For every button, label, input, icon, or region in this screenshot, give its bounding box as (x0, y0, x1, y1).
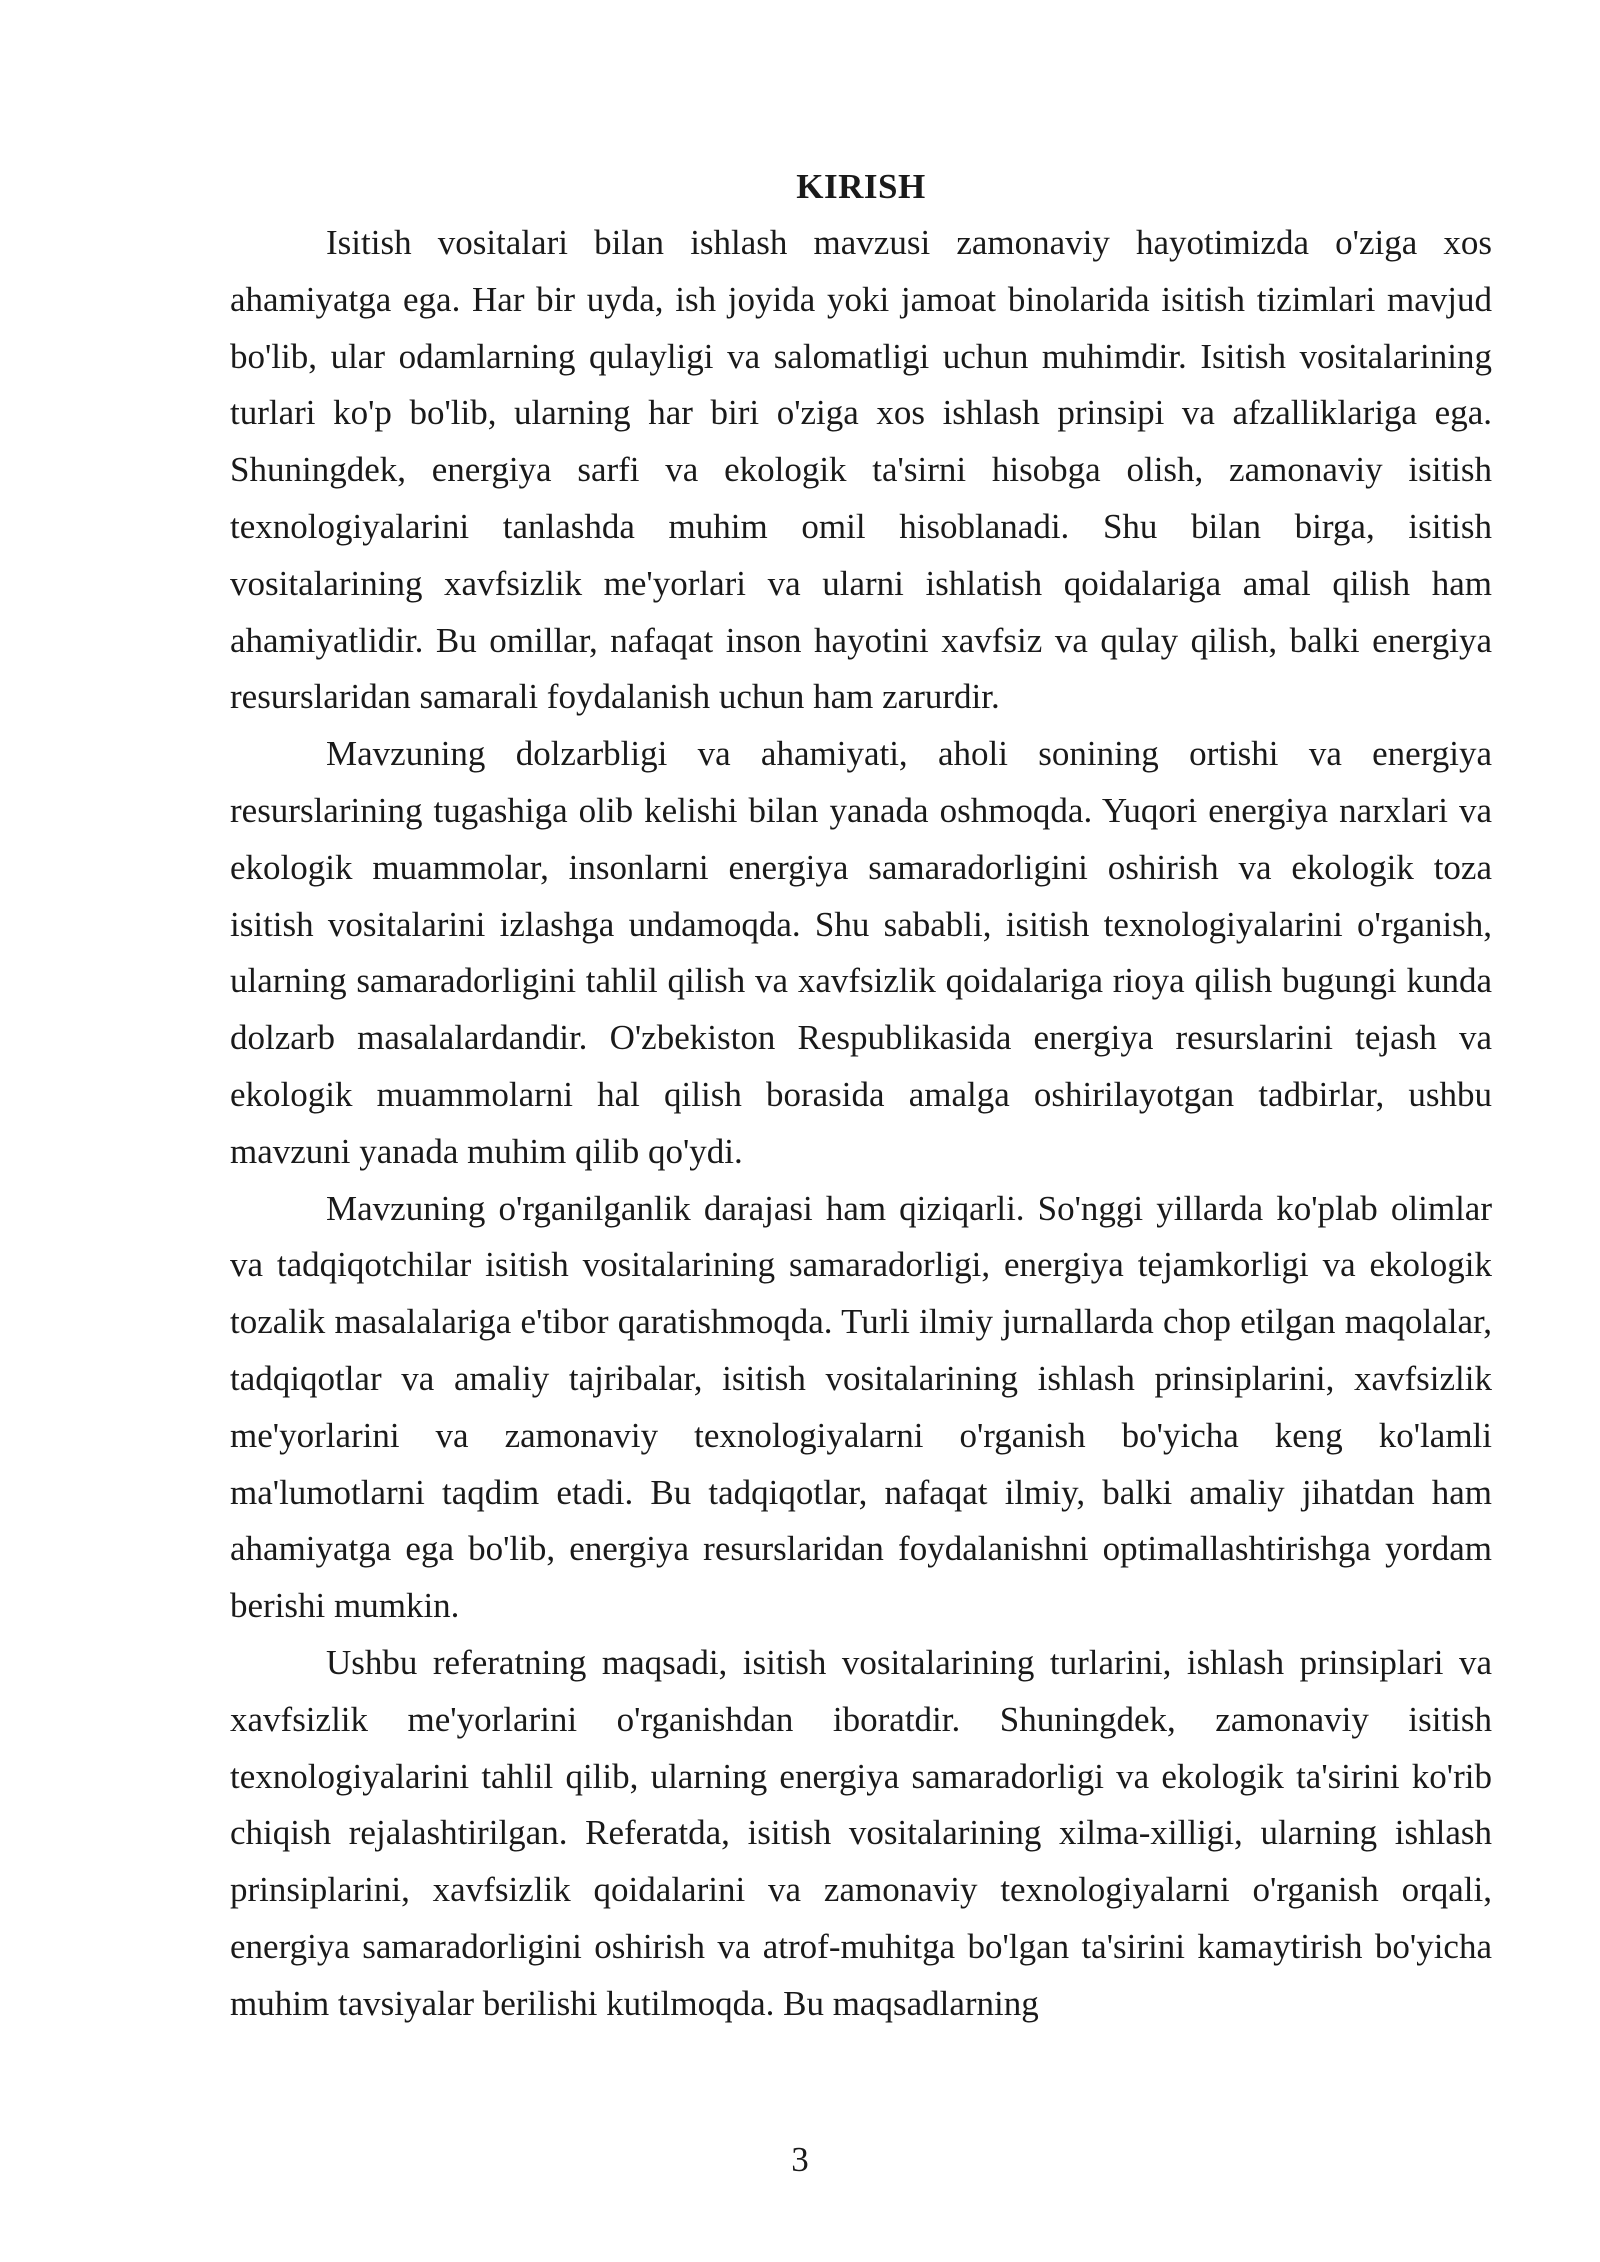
paragraph-introduction: Isitish vositalari bilan ishlash mavzusi zamonaviy hayotimizda o'ziga xos ahamiyatga ega. Har bir uyda, ish joyida yoki jamoat binolarida isitish tizimlari mavjud bo'lib, ular odamlarning qulayligi va salomatligi uchun muhimdir. Isitish vositalarining turlari ko'p bo'lib, ularning har biri o'ziga xos ishlash prinsipi va afzalliklariga ega. Shuningdek, energiya sarfi va ekologik ta'sirni hisobga olish, zamonaviy isitish texnologiyalarini tanlashda muhim omil hisoblanadi. Shu bilan birga, isitish vositalarining xavfsizlik me'yorlari va ularni ishlatish qoidalariga amal qilish ham ahamiyatlidir. Bu omillar, nafaqat inson hayotini xavfsiz va qulay qilish, balki energiya resurslaridan samarali foydalanish uchun ham zarurdir. (230, 223, 1492, 717)
paragraph-goal: Ushbu referatning maqsadi, isitish vositalarining turlarini, ishlash prinsiplari va xavfsizlik me'yorlarini o'rganishdan iboratdir. Shuningdek, zamonaviy isitish texnologiyalarini tahlil qilib, ularning energiya samaradorligi va ekologik ta'sirini ko'rib chiqish rejalashtirilgan. Referatda, isitish vositalarining xilma-xilligi, ularning ishlash prinsiplarini, xavfsizlik qoidalarini va zamonaviy texnologiyalarni o'rganish orqali, energiya samaradorligini oshirish va atrof-muhitga bo'lgan ta'sirini kamaytirish bo'yicha muhim tavsiyalar berilishi kutilmoqda. Bu maqsadlarning (230, 1642, 1492, 2023)
section-title: KIRISH (796, 167, 926, 206)
page-number: 3 (791, 2140, 809, 2179)
paragraph-research-status: Mavzuning o'rganilganlik darajasi ham qiziqarli. So'nggi yillarda ko'plab olimlar va tadqiqotchilar isitish vositalarining samaradorligi, energiya tejamkorligi va ekologik tozalik masalalariga e'tibor qaratishmoqda. Turli ilmiy jurnallarda chop etilgan maqolalar, tadqiqotlar va amaliy tajribalar, isitish vositalarining ishlash prinsiplarini, xavfsizlik me'yorlarini va zamonaviy texnologiyalarni o'rganish bo'yicha keng ko'lamli ma'lumotlarni taqdim etadi. Bu tadqiqotlar, nafaqat ilmiy, balki amaliy jihatdan ham ahamiyatga ega bo'lib, energiya resurslaridan foydalanishni optimallashtirishga yordam berishi mumkin. (230, 1188, 1492, 1626)
paragraph-relevance: Mavzuning dolzarbligi va ahamiyati, aholi sonining ortishi va energiya resurslarining tugashiga olib kelishi bilan yanada oshmoqda. Yuqori energiya narxlari va ekologik muammolar, insonlarni energiya samaradorligini oshirish va ekologik toza isitish vositalarini izlashga undamoqda. Shu sababli, isitish texnologiyalarini o'rganish, ularning samaradorligini tahlil qilish va xavfsizlik qoidalariga rioya qilish bugungi kunda dolzarb masalalardandir. O'zbekiston Respublikasida energiya resurslarini tejash va ekologik muammolarni hal qilish borasida amalga oshirilayotgan tadbirlar, ushbu mavzuni yanada muhim qilib qo'ydi. (230, 734, 1492, 1171)
page-content (230, 158, 1492, 2033)
